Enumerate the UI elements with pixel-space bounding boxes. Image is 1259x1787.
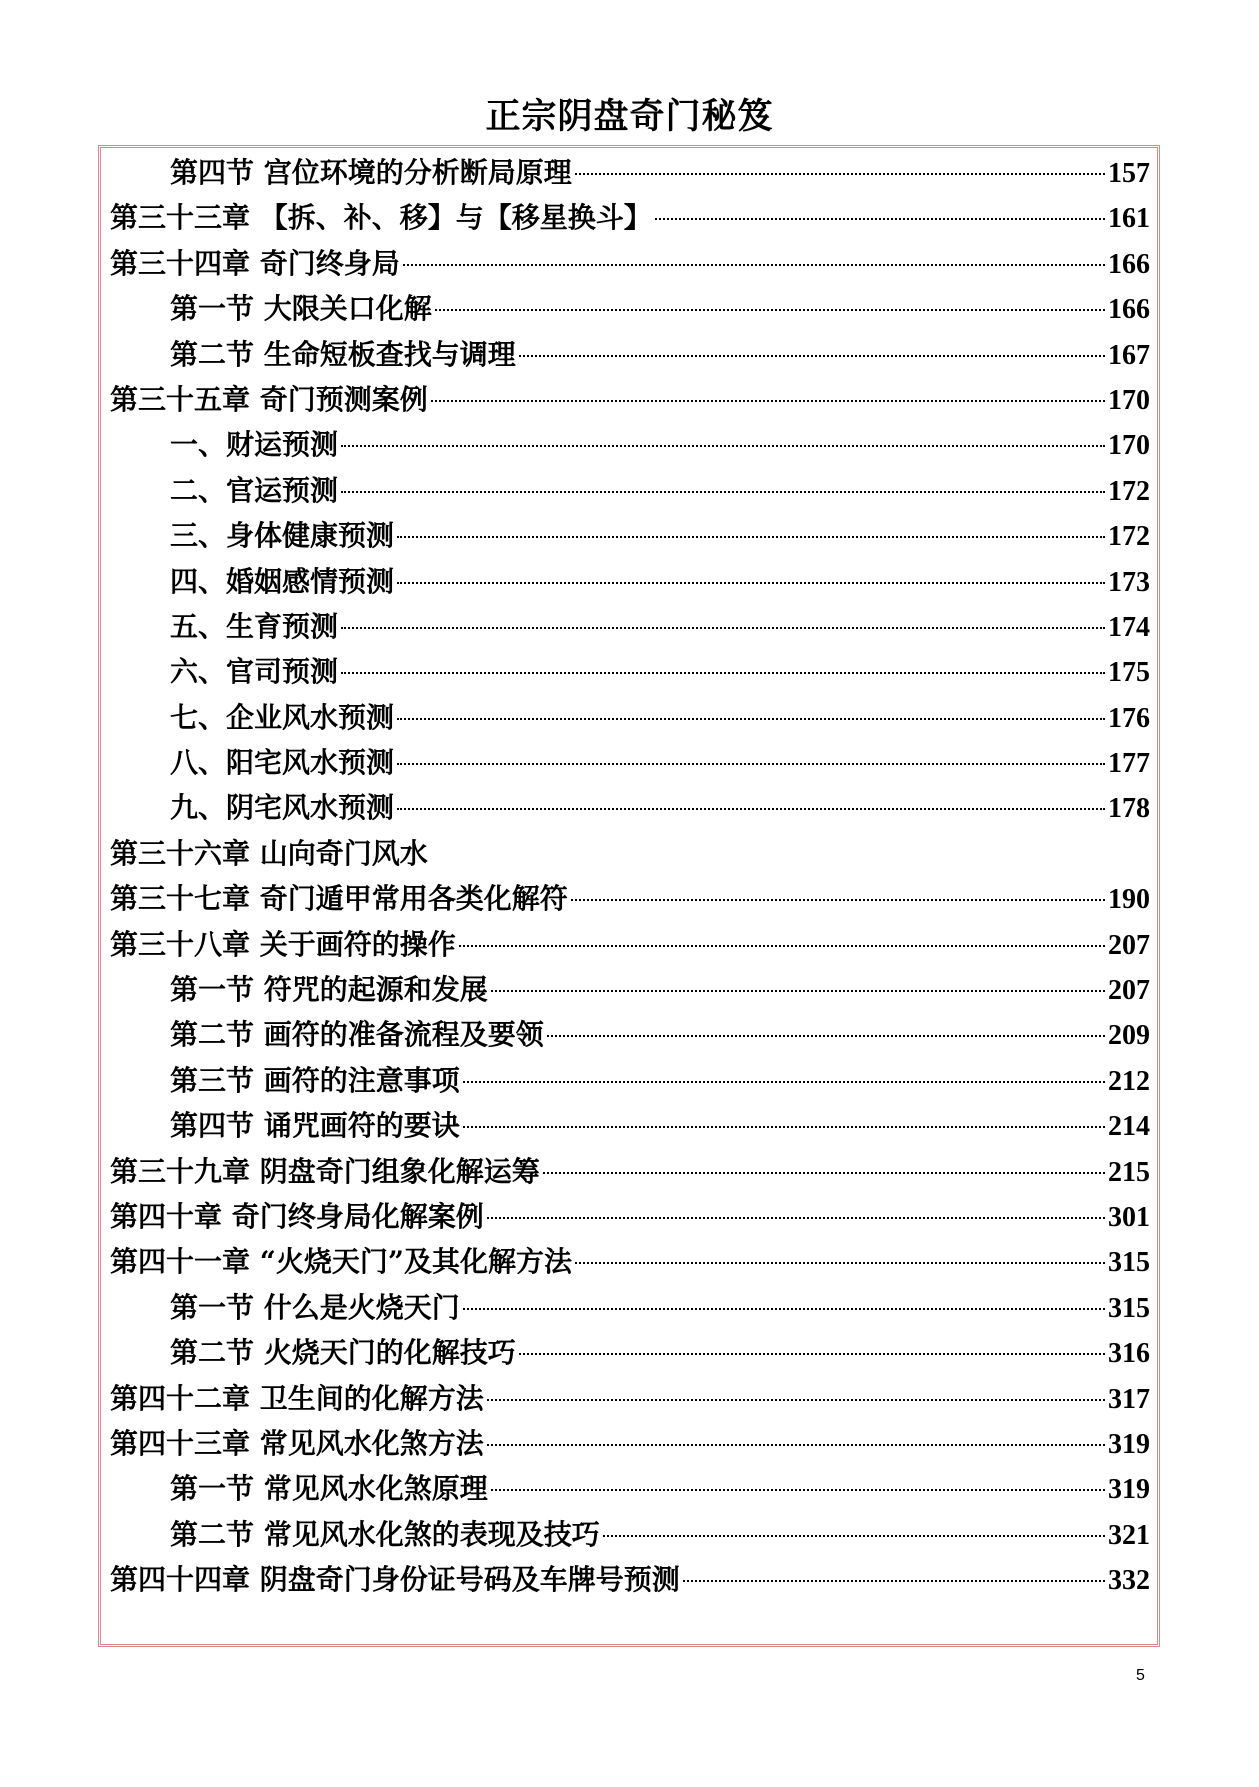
toc-dot-leader (341, 672, 1105, 674)
toc-entry-page: 319 (1108, 1428, 1150, 1460)
toc-entry-label: 九、阴宅风水预测 (170, 791, 395, 825)
toc-entry-label: 五、生育预测 (170, 609, 339, 643)
toc-dot-leader (397, 763, 1105, 765)
toc-entry[interactable] (110, 695, 1150, 740)
toc-dot-leader (491, 990, 1105, 992)
toc-entry[interactable] (110, 1285, 1150, 1330)
toc-entry-label: 第三十五章 奇门预测案例 (110, 382, 428, 416)
toc-entry[interactable] (110, 468, 1150, 513)
toc-entry-label: 第三十六章 山向奇门风水 (110, 836, 428, 870)
toc-entry[interactable] (110, 1512, 1150, 1557)
toc-entry-page: 161 (1108, 203, 1150, 235)
toc-dot-leader (603, 1535, 1105, 1537)
toc-entry-label: 第一节 大限关口化解 (170, 292, 432, 326)
toc-entry-label: 第二节 火烧天门的化解技巧 (170, 1336, 516, 1370)
toc-entry[interactable] (110, 559, 1150, 604)
toc-dot-leader (463, 1308, 1105, 1310)
toc-entry-page: 173 (1108, 566, 1150, 598)
toc-entry-page: 170 (1108, 384, 1150, 416)
toc-entry[interactable] (110, 150, 1150, 195)
toc-entry-label: 六、官司预测 (170, 655, 339, 689)
toc-entry[interactable] (110, 785, 1150, 830)
toc-entry-label: 第四节 诵咒画符的要诀 (170, 1109, 460, 1143)
toc-entry-label: 第四节 宫位环境的分析断局原理 (170, 156, 572, 189)
toc-dot-leader (519, 355, 1105, 357)
page-number: 5 (1136, 1667, 1145, 1684)
toc-entry[interactable] (110, 377, 1150, 422)
toc-dot-leader (431, 400, 1105, 402)
toc-entry-page: 319 (1108, 1474, 1150, 1506)
toc-entry-page: 212 (1108, 1065, 1150, 1097)
toc-entry-page: 166 (1108, 294, 1150, 326)
toc-entry-page: 214 (1108, 1111, 1150, 1143)
toc-entry-page: 167 (1108, 339, 1150, 371)
toc-entry-page: 315 (1108, 1292, 1150, 1324)
toc-entry-label: 第三十七章 奇门遁甲常用各类化解符 (110, 882, 568, 916)
toc-entry-page: 157 (1108, 158, 1150, 189)
toc-entry-label: 第二节 画符的准备流程及要领 (170, 1018, 544, 1052)
toc-entry-label: 一、财运预测 (170, 428, 339, 462)
toc-dot-leader (459, 945, 1105, 947)
toc-entry-label: 第四十一章 “火烧天门”及其化解方法 (110, 1245, 572, 1279)
toc-entry[interactable] (110, 1330, 1150, 1375)
toc-entry-label: 第一节 常见风水化煞原理 (170, 1472, 488, 1506)
toc-entry[interactable] (110, 513, 1150, 558)
toc-entry-page: 178 (1108, 793, 1150, 825)
toc-entry-page: 172 (1108, 521, 1150, 553)
toc-entry[interactable] (110, 422, 1150, 467)
toc-dot-leader (463, 1126, 1105, 1128)
toc-entry[interactable] (110, 740, 1150, 785)
toc-entry-page: 207 (1108, 929, 1150, 961)
toc-dot-leader (571, 899, 1105, 901)
toc-entry-page: 177 (1108, 748, 1150, 780)
toc-entry-page: 172 (1108, 475, 1150, 507)
toc-entry-page: 332 (1108, 1565, 1150, 1597)
toc-dot-leader (575, 173, 1105, 175)
toc-dot-leader (403, 264, 1105, 266)
toc-entry[interactable] (110, 831, 1150, 876)
toc-entry-page: 316 (1108, 1338, 1150, 1370)
toc-entry-page: 315 (1108, 1247, 1150, 1279)
toc-dot-leader (519, 1353, 1105, 1355)
toc-entry[interactable] (110, 195, 1150, 240)
toc-entry-label: 三、身体健康预测 (170, 519, 395, 553)
toc-dot-leader (463, 1081, 1105, 1083)
toc-entry-page: 176 (1108, 702, 1150, 734)
toc-dot-leader (397, 808, 1105, 810)
toc-entry-label: 第三十八章 关于画符的操作 (110, 927, 456, 961)
toc-dot-leader (397, 582, 1105, 584)
toc-entry-label: 第一节 符咒的起源和发展 (170, 973, 488, 1007)
toc-entry-label: 第二节 常见风水化煞的表现及技巧 (170, 1517, 600, 1551)
toc-entry[interactable] (110, 1421, 1150, 1466)
toc-entry[interactable] (110, 1557, 1150, 1602)
toc-entry-page: 174 (1108, 611, 1150, 643)
toc-entry[interactable] (110, 332, 1150, 377)
toc-entry-page: 209 (1108, 1020, 1150, 1052)
toc-entry[interactable] (110, 922, 1150, 967)
toc-dot-leader (341, 491, 1105, 493)
toc-dot-leader (435, 309, 1105, 311)
toc-entry-page: 317 (1108, 1383, 1150, 1415)
toc-entry[interactable] (110, 1376, 1150, 1421)
toc-entry[interactable] (110, 1194, 1150, 1239)
toc-dot-leader (487, 1399, 1105, 1401)
toc-entry-page: 215 (1108, 1156, 1150, 1188)
toc-entry[interactable] (110, 876, 1150, 921)
toc-entry-label: 第一节 什么是火烧天门 (170, 1290, 460, 1324)
toc-entry-label: 第二节 生命短板查找与调理 (170, 337, 516, 371)
toc-entry[interactable] (110, 1466, 1150, 1511)
toc-entry[interactable] (110, 1058, 1150, 1103)
toc-dot-leader (655, 218, 1105, 220)
toc-entry-label: 第四十四章 阴盘奇门身份证号码及车牌号预测 (110, 1563, 680, 1597)
toc-entry-label: 第四十章 奇门终身局化解案例 (110, 1199, 484, 1233)
toc-entry-label: 第三十三章 【拆、补、移】与【移星换斗】 (110, 201, 652, 235)
toc-entry[interactable] (110, 241, 1150, 286)
toc-entry[interactable] (110, 967, 1150, 1012)
toc-entry-label: 第三十九章 阴盘奇门组象化解运筹 (110, 1154, 540, 1188)
toc-dot-leader (491, 1489, 1105, 1491)
toc-entry[interactable] (110, 1103, 1150, 1148)
toc-dot-leader (341, 627, 1105, 629)
toc-dot-leader (683, 1580, 1105, 1582)
toc-entry-page: 301 (1108, 1201, 1150, 1233)
toc-entry[interactable] (110, 604, 1150, 649)
toc-entry[interactable] (110, 1239, 1150, 1284)
table-of-contents (110, 150, 1150, 1603)
toc-entry-label: 第四十二章 卫生间的化解方法 (110, 1381, 484, 1415)
toc-entry-label: 第四十三章 常见风水化煞方法 (110, 1426, 484, 1460)
toc-entry-page: 170 (1108, 430, 1150, 462)
toc-dot-leader (487, 1444, 1105, 1446)
toc-entry[interactable] (110, 1012, 1150, 1057)
toc-entry-label: 二、官运预测 (170, 473, 339, 507)
toc-entry-label: 第三十四章 奇门终身局 (110, 246, 400, 280)
toc-dot-leader (543, 1172, 1105, 1174)
toc-entry-page: 175 (1108, 657, 1150, 689)
document-title: 正宗阴盘奇门秘笈 (485, 96, 774, 137)
toc-entry-page: 321 (1108, 1519, 1150, 1551)
toc-entry-page: 207 (1108, 975, 1150, 1007)
toc-entry[interactable] (110, 649, 1150, 694)
toc-entry-label: 四、婚姻感情预测 (170, 564, 395, 598)
toc-entry-label: 八、阳宅风水预测 (170, 746, 395, 780)
toc-dot-leader (547, 1035, 1105, 1037)
toc-entry-page: 190 (1108, 884, 1150, 916)
toc-entry[interactable] (110, 286, 1150, 331)
toc-entry-page: 166 (1108, 248, 1150, 280)
toc-entry-label: 七、企业风水预测 (170, 700, 395, 734)
toc-dot-leader (575, 1262, 1105, 1264)
toc-dot-leader (397, 536, 1105, 538)
toc-dot-leader (487, 1217, 1105, 1219)
toc-entry-label: 第三节 画符的注意事项 (170, 1063, 460, 1097)
toc-dot-leader (397, 718, 1105, 720)
toc-dot-leader (341, 445, 1105, 447)
toc-entry[interactable] (110, 1149, 1150, 1194)
